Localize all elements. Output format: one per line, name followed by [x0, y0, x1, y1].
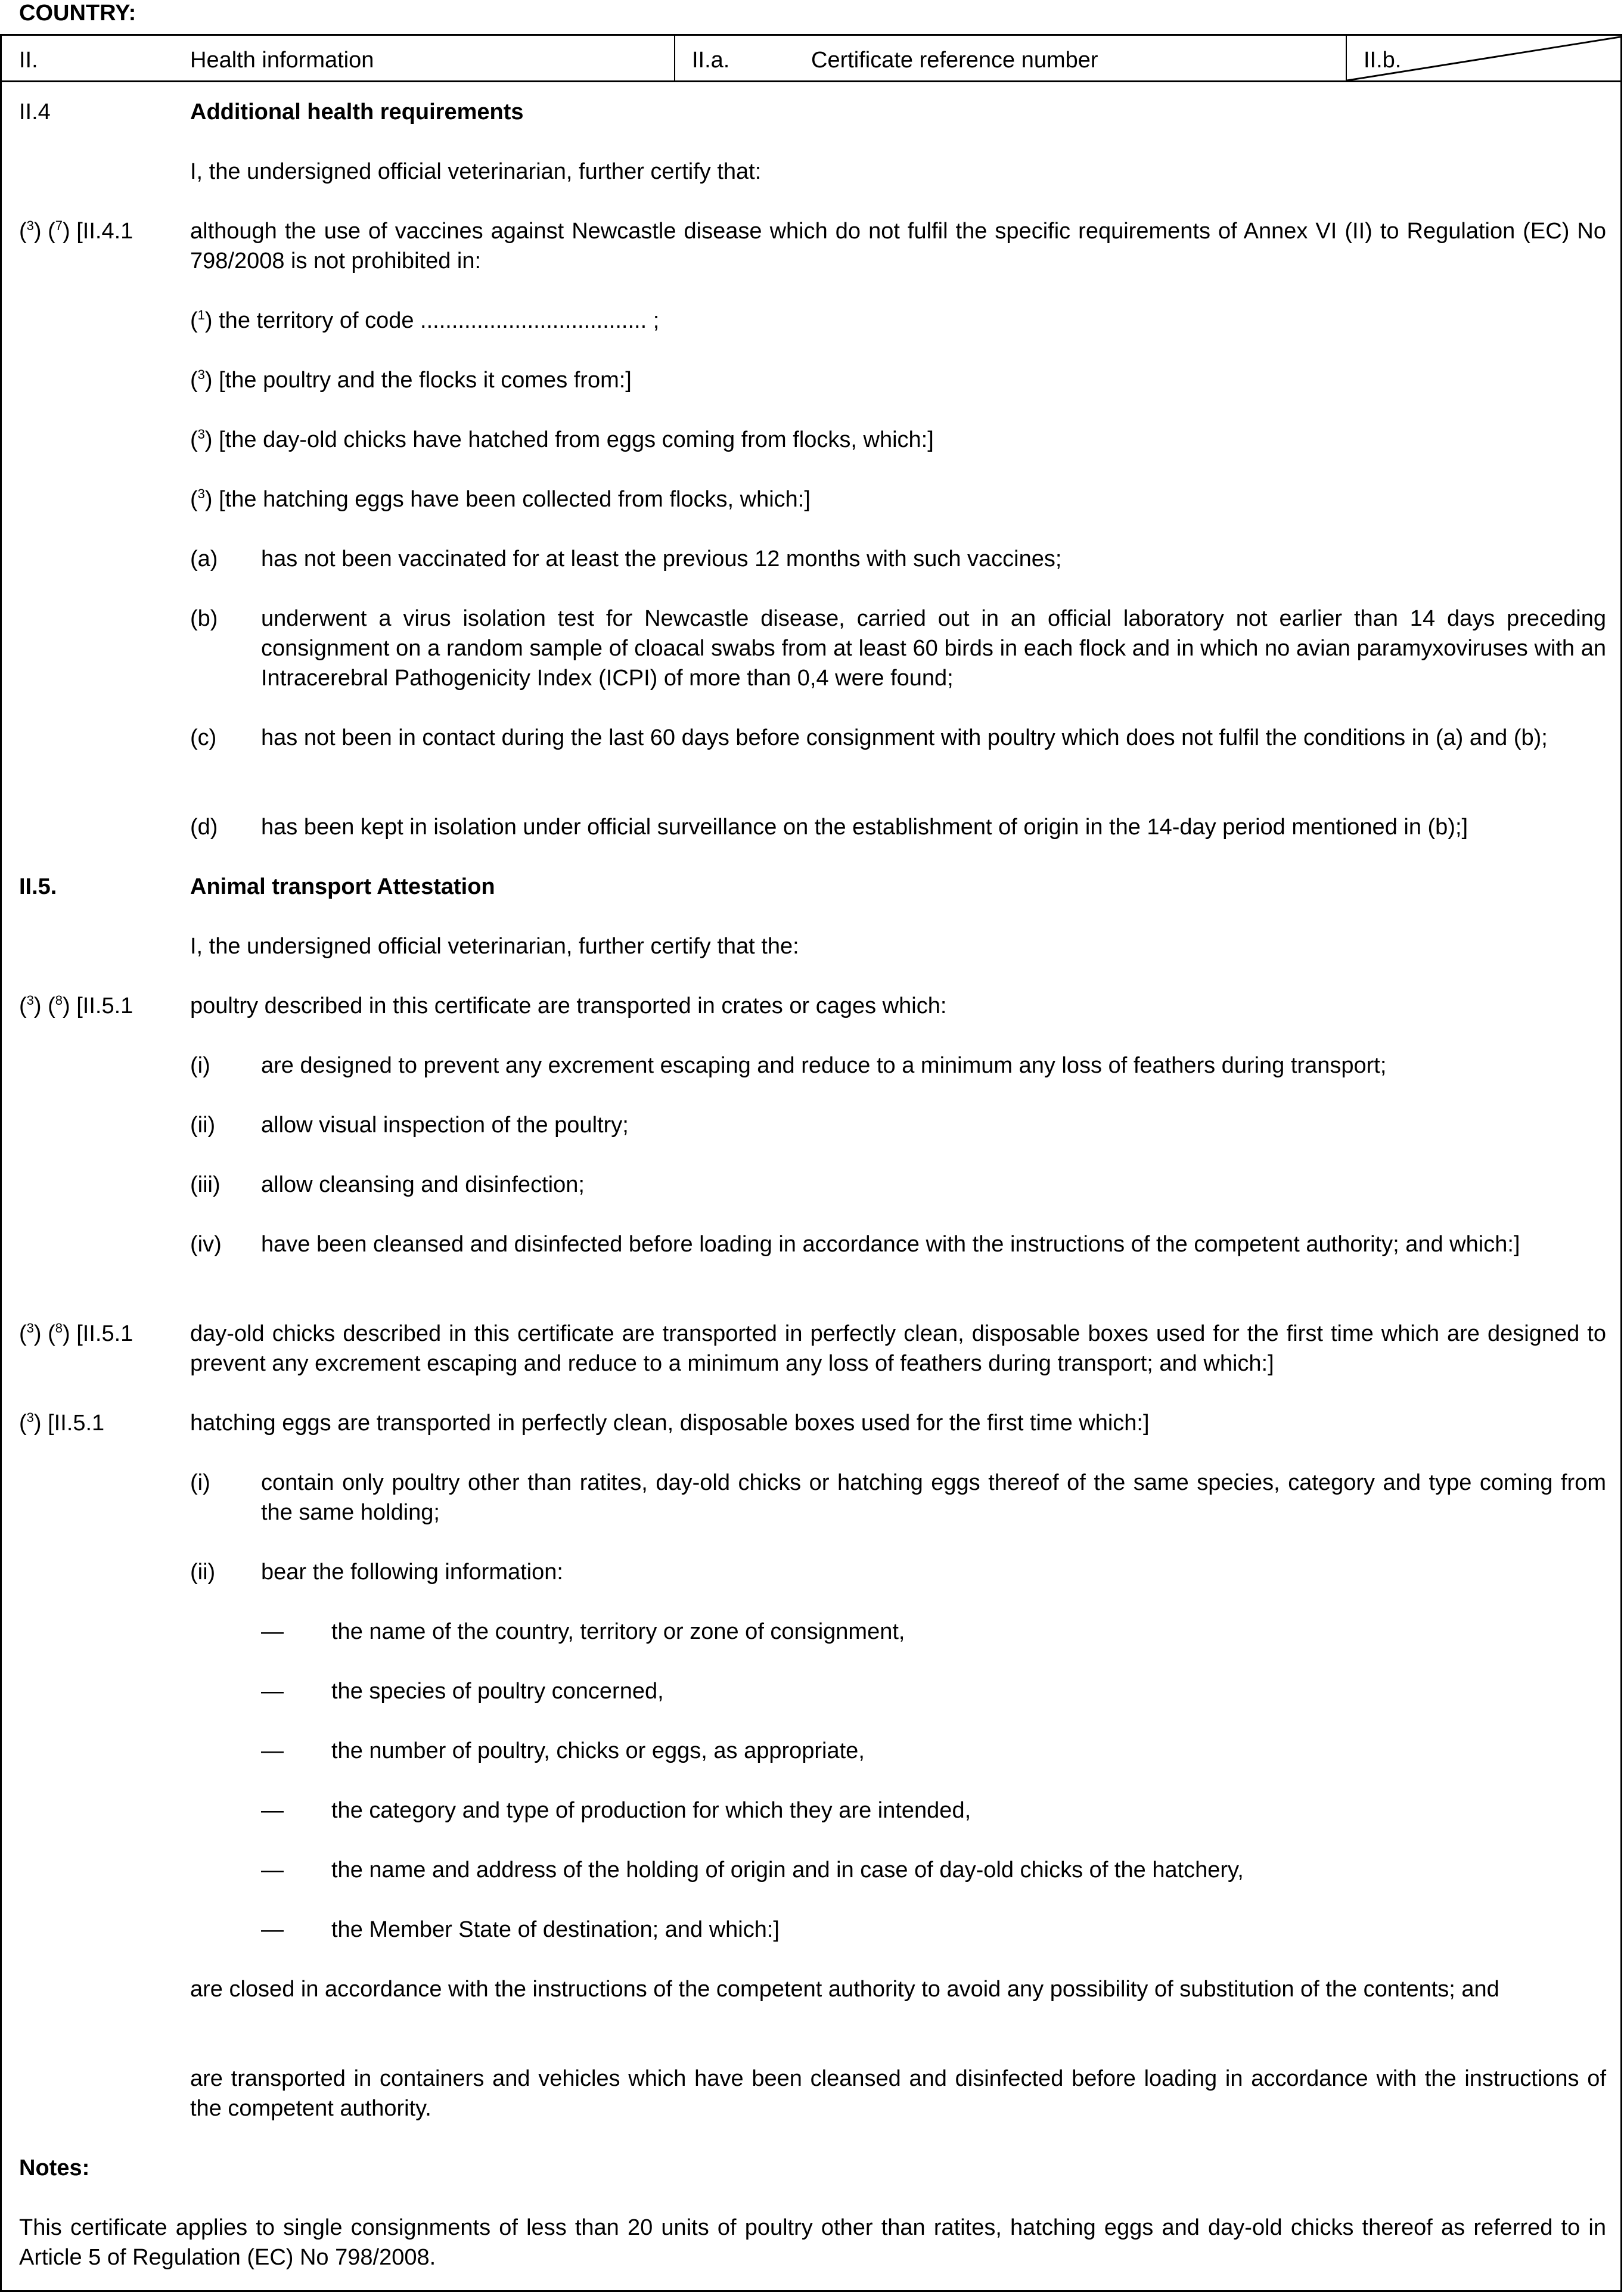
item-text: has not been in contact during the last 60 days before consignment with poultry which does not fulfil the conditions in (a) and (b); [261, 725, 1548, 750]
item-label: (c) [190, 725, 217, 750]
item-text: has been kept in isolation under official surveillance on the establishment of origin in the 14-day period mentioned in (b);] [261, 815, 1468, 840]
s4-p1-ref: ($^3$) ($^7$) [II.4.1 [19, 218, 133, 244]
reference-title: Certificate reference number [811, 48, 1098, 73]
item-text: are designed to prevent any excrement escaping and reduce to a minimum any loss of feathers during transport; [261, 1053, 1387, 1078]
footnote-ref: 1 [197, 308, 205, 322]
section-number: II. [19, 48, 38, 73]
closing-paragraph-2: are transported in containers and vehicles which have been cleansed and disinfected before loading in accordance with the instructions of the competent authority. [190, 2066, 1606, 2121]
header-health-info-cell [2, 36, 675, 80]
footnote-ref: 3 [197, 427, 205, 442]
item-label: (iv) [190, 1232, 222, 1257]
item-label: (a) [190, 546, 218, 572]
dash-item: the Member State of destination; and which:] [331, 1917, 780, 1942]
s5-intro: I, the undersigned official veterinarian, further certify that the: [190, 934, 799, 959]
s5-p1-label: [II.5.1 [76, 993, 133, 1018]
dash-item: the number of poultry, chicks or eggs, as appropriate, [331, 1738, 865, 1763]
s5-p2-label: [II.5.1 [76, 1321, 133, 1346]
item-label: (i) [190, 1053, 210, 1078]
item-text: bear the following information: [261, 1560, 563, 1585]
option-text: [the poultry and the flocks it comes from:] [219, 368, 632, 393]
s5-p2-text: day-old chicks described in this certificate are transported in perfectly clean, disposable boxes used for the first time which are designed to prevent any excrement escaping and reduce to a minimum any loss of feathers during transport; and which:] [190, 1321, 1606, 1376]
s5-p2-ref: ($^3$) ($^8$) [II.5.1 [19, 1321, 133, 1346]
item-label: (ii) [190, 1560, 216, 1585]
s4-option-4: ($^3$) [the hatching eggs have been collected from flocks, which:] [190, 486, 811, 512]
item-label: (iii) [190, 1172, 221, 1197]
dash-bullet: — [261, 1679, 284, 1704]
item-text: has not been vaccinated for at least the previous 12 months with such vaccines; [261, 546, 1062, 572]
item-label: (ii) [190, 1113, 216, 1138]
country-label: COUNTRY: [19, 1, 136, 26]
header-iib-cell [1347, 36, 1620, 80]
item-label: (b) [190, 606, 218, 631]
s4-intro: I, the undersigned official veterinarian, further certify that: [190, 159, 762, 184]
option-text: the territory of code .................................... ; [219, 308, 660, 333]
closing-paragraph-1: are closed in accordance with the instructions of the competent authority to avoid any possibility of substitution of the contents; and [190, 1977, 1499, 2002]
option-text: [the day-old chicks have hatched from eggs coming from flocks, which:] [219, 427, 934, 452]
dash-bullet: — [261, 1738, 284, 1763]
s5-p3-ref: ($^3$) [II.5.1 [19, 1410, 105, 1436]
s5-p3-text: hatching eggs are transported in perfectly clean, disposable boxes used for the first time which:] [190, 1411, 1150, 1436]
s5-p3-label: [II.5.1 [48, 1411, 105, 1436]
item-label: (d) [190, 815, 218, 840]
footnote-ref: 3 [26, 1321, 34, 1336]
footnote-ref: 8 [55, 1321, 63, 1336]
footnote-ref: 3 [26, 1410, 34, 1425]
footnote-ref: 8 [55, 993, 63, 1008]
certificate-body [0, 80, 1622, 2292]
item-text: have been cleansed and disinfected before loading in accordance with the instructions of the competent authority; and which:] [261, 1232, 1520, 1257]
item-text: contain only poultry other than ratites, day-old chicks or hatching eggs thereof of the same species, category and type coming from the same holding; [261, 1470, 1606, 1525]
certificate-header [0, 34, 1622, 82]
notes-title: Notes: [19, 2156, 90, 2181]
s5-p1-ref: ($^3$) ($^8$) [II.5.1 [19, 993, 133, 1018]
s4-title: Additional health requirements [190, 100, 524, 125]
dash-item: the name of the country, territory or zone of consignment, [331, 1619, 905, 1644]
s4-p1-text: although the use of vaccines against Newcastle disease which do not fulfil the specific requirements of Annex VI (II) to Regulation (EC) No 798/2008 is not prohibited in: [190, 219, 1606, 274]
s4-option-2: ($^3$) [the poultry and the flocks it comes from:] [190, 367, 632, 393]
reference-number-label: II.a. [692, 48, 730, 73]
header-reference-cell [675, 36, 1347, 80]
s4-number: II.4 [19, 100, 51, 125]
footnote-ref: 3 [26, 218, 34, 233]
item-label: (i) [190, 1470, 210, 1495]
s4-option-1: ($^1$) the territory of code .................................... ; [190, 308, 660, 333]
dash-item: the category and type of production for which they are intended, [331, 1798, 971, 1823]
notes-text: This certificate applies to single consignments of less than 20 units of poultry other than ratites, hatching eggs and day-old chicks thereof as referred to in Article 5 of Regulation (EC) No 798/2008. [19, 2215, 1606, 2270]
s5-title: Animal transport Attestation [190, 874, 495, 899]
s4-option-3: ($^3$) [the day-old chicks have hatched from eggs coming from flocks, which:] [190, 427, 934, 452]
item-text: allow visual inspection of the poultry; [261, 1113, 629, 1138]
item-text: underwent a virus isolation test for Newcastle disease, carried out in an official laboratory not earlier than 14 days preceding consignment on a random sample of cloacal swabs from at least 60 birds in each flock and in which no avian paramyxoviruses with an Intracerebral Pathogenicity Index (ICPI) of more than 0,4 were found; [261, 606, 1606, 691]
s5-p1-text: poultry described in this certificate are transported in crates or cages which: [190, 993, 947, 1018]
footnote-ref: 7 [55, 218, 63, 233]
section-title: Health information [190, 48, 374, 73]
dash-bullet: — [261, 1858, 284, 1883]
option-text: [the hatching eggs have been collected from flocks, which:] [219, 487, 811, 512]
dash-bullet: — [261, 1798, 284, 1823]
dash-item: the name and address of the holding of origin and in case of day-old chicks of the hatchery, [331, 1858, 1244, 1883]
footnote-ref: 3 [26, 993, 34, 1008]
footnote-ref: 3 [197, 367, 205, 382]
dash-bullet: — [261, 1619, 284, 1644]
s4-p1-label: [II.4.1 [76, 219, 133, 244]
footnote-ref: 3 [197, 486, 205, 501]
s5-number: II.5. [19, 874, 57, 899]
iib-label: II.b. [1364, 48, 1402, 73]
dash-bullet: — [261, 1917, 284, 1942]
strike-through-line [1347, 36, 1620, 80]
dash-item: the species of poultry concerned, [331, 1679, 664, 1704]
item-text: allow cleansing and disinfection; [261, 1172, 585, 1197]
